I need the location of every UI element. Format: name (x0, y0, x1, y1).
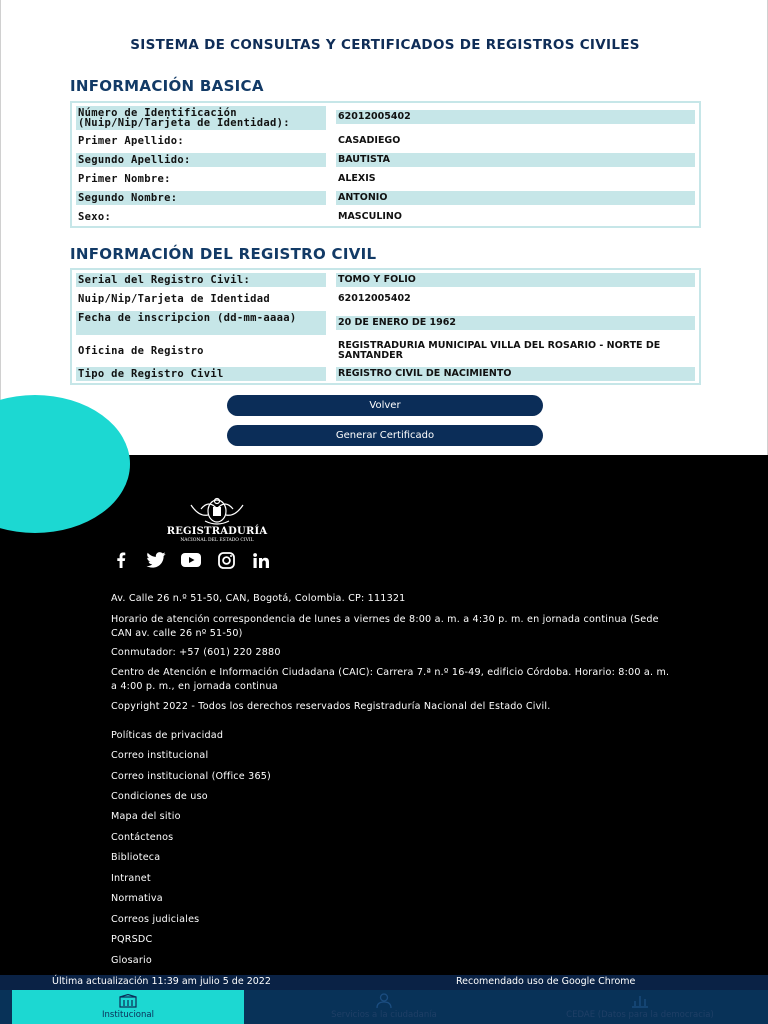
page-title: SISTEMA DE CONSULTAS Y CERTIFICADOS DE REGISTROS CIVILES (130, 37, 640, 53)
type-label: Tipo de Registro Civil (76, 367, 326, 381)
footer-hours: Horario de atención correspondencia de lunes a viernes de 8:00 a. m. a 4:30 p. m. en jornada continua (Sede CAN av. calle 26 nº 51-50) (111, 614, 659, 639)
browser-note: Recomendado uso de Google Chrome (456, 976, 636, 987)
sex-value: MASCULINO (338, 211, 402, 222)
link-intranet[interactable]: Intranet (111, 873, 151, 884)
office-label: Oficina de Registro (78, 345, 204, 357)
id-label: Número de Identificación (Nuip/Nip/Tarjeta de Identidad): (76, 106, 326, 130)
link-library[interactable]: Biblioteca (111, 852, 161, 863)
basic-info-title: INFORMACIÓN BASICA (70, 77, 264, 95)
table-row (76, 134, 695, 148)
first-name-label: Primer Nombre: (78, 173, 171, 185)
youtube-icon[interactable] (180, 549, 202, 571)
table-row (76, 172, 695, 186)
link-judicial-email[interactable]: Correos judiciales (111, 914, 200, 925)
nuip-label: Nuip/Nip/Tarjeta de Identidad (78, 293, 271, 305)
table-row (76, 153, 695, 167)
basic-info-table (70, 101, 701, 228)
instagram-icon[interactable] (215, 549, 237, 571)
table-row (76, 191, 695, 205)
table-row (76, 210, 695, 224)
table-row (76, 106, 695, 130)
tab-institucional-label: Institucional (102, 1010, 154, 1020)
first-name-value: ALEXIS (338, 173, 376, 184)
table-row (76, 311, 695, 335)
footer-caic: Centro de Atención e Información Ciudadana (CAIC): Carrera 7.ª n.º 16-49, edificio Córdoba. Horario: 8:00 a. m. a 4:00 p. m., en jornada continua (111, 667, 670, 692)
link-pqrsdc[interactable]: PQRSDC (111, 934, 153, 945)
link-office365-email[interactable]: Correo institucional (Office 365) (111, 771, 271, 782)
table-row (76, 273, 695, 287)
footer-address: Av. Calle 26 n.º 51-50, CAN, Bogotá, Colombia. CP: 111321 (111, 593, 406, 604)
facebook-icon[interactable] (110, 549, 132, 571)
registraduria-logo[interactable] (155, 495, 279, 543)
logo-subtitle: NACIONAL DEL ESTADO CIVIL (180, 538, 254, 543)
second-surname-label: Segundo Apellido: (76, 153, 326, 167)
serial-label: Serial del Registro Civil: (76, 273, 326, 287)
link-contact[interactable]: Contáctenos (111, 832, 174, 843)
consultation-panel (0, 0, 768, 455)
link-glossary[interactable]: Glosario (111, 955, 152, 966)
update-bar (0, 975, 768, 990)
type-value: REGISTRO CIVIL DE NACIMIENTO (336, 367, 695, 381)
second-name-value: ANTONIO (336, 191, 695, 205)
registry-info-table (70, 268, 701, 385)
link-sitemap[interactable]: Mapa del sitio (111, 811, 181, 822)
tab-cedae[interactable] (524, 990, 756, 1024)
registry-info-title: INFORMACIÓN DEL REGISTRO CIVIL (70, 245, 377, 263)
twitter-icon[interactable] (145, 549, 167, 571)
first-surname-label: Primer Apellido: (78, 135, 184, 147)
last-update-text: Última actualización 11:39 am julio 5 de 2022 (52, 976, 271, 987)
serial-value: TOMO Y FOLIO (336, 273, 695, 287)
tab-institucional[interactable] (12, 990, 244, 1024)
second-name-label: Segundo Nombre: (76, 191, 326, 205)
second-surname-value: BAUTISTA (336, 153, 695, 167)
sex-label: Sexo: (78, 211, 112, 223)
coat-of-arms-icon (155, 495, 279, 527)
footer-phone: Conmutador: +57 (601) 220 2880 (111, 647, 281, 658)
link-institutional-email[interactable]: Correo institucional (111, 750, 209, 761)
table-row (76, 367, 695, 381)
id-value: 62012005402 (336, 110, 695, 124)
first-surname-value: CASADIEGO (338, 135, 401, 146)
office-value: REGISTRADURIA MUNICIPAL VILLA DEL ROSARIO - NORTE DE SANTANDER (338, 340, 661, 361)
tab-servicios-label: Servicios a la ciudadanía (331, 1010, 437, 1020)
date-label: Fecha de inscripcion (dd-mm-aaaa) (76, 311, 326, 335)
logo-name: REGISTRADURÍA (166, 526, 268, 537)
link-privacy-policy[interactable]: Políticas de privacidad (111, 730, 224, 741)
date-value: 20 DE ENERO DE 1962 (336, 316, 695, 330)
link-regulations[interactable]: Normativa (111, 893, 163, 904)
nuip-value: 62012005402 (338, 293, 411, 304)
tab-cedae-label: CEDAE (Datos para la democracia) (566, 1010, 714, 1020)
table-row (76, 292, 695, 306)
back-button[interactable]: Volver (227, 395, 543, 416)
bottom-nav (0, 990, 768, 1024)
generate-certificate-button[interactable]: Generar Certificado (227, 425, 543, 446)
table-row (76, 339, 695, 363)
link-terms-of-use[interactable]: Condiciones de uso (111, 791, 208, 802)
linkedin-icon[interactable] (250, 549, 272, 571)
footer-copyright: Copyright 2022 - Todos los derechos reservados Registraduría Nacional del Estado Civil. (111, 701, 551, 712)
tab-servicios[interactable] (268, 990, 500, 1024)
